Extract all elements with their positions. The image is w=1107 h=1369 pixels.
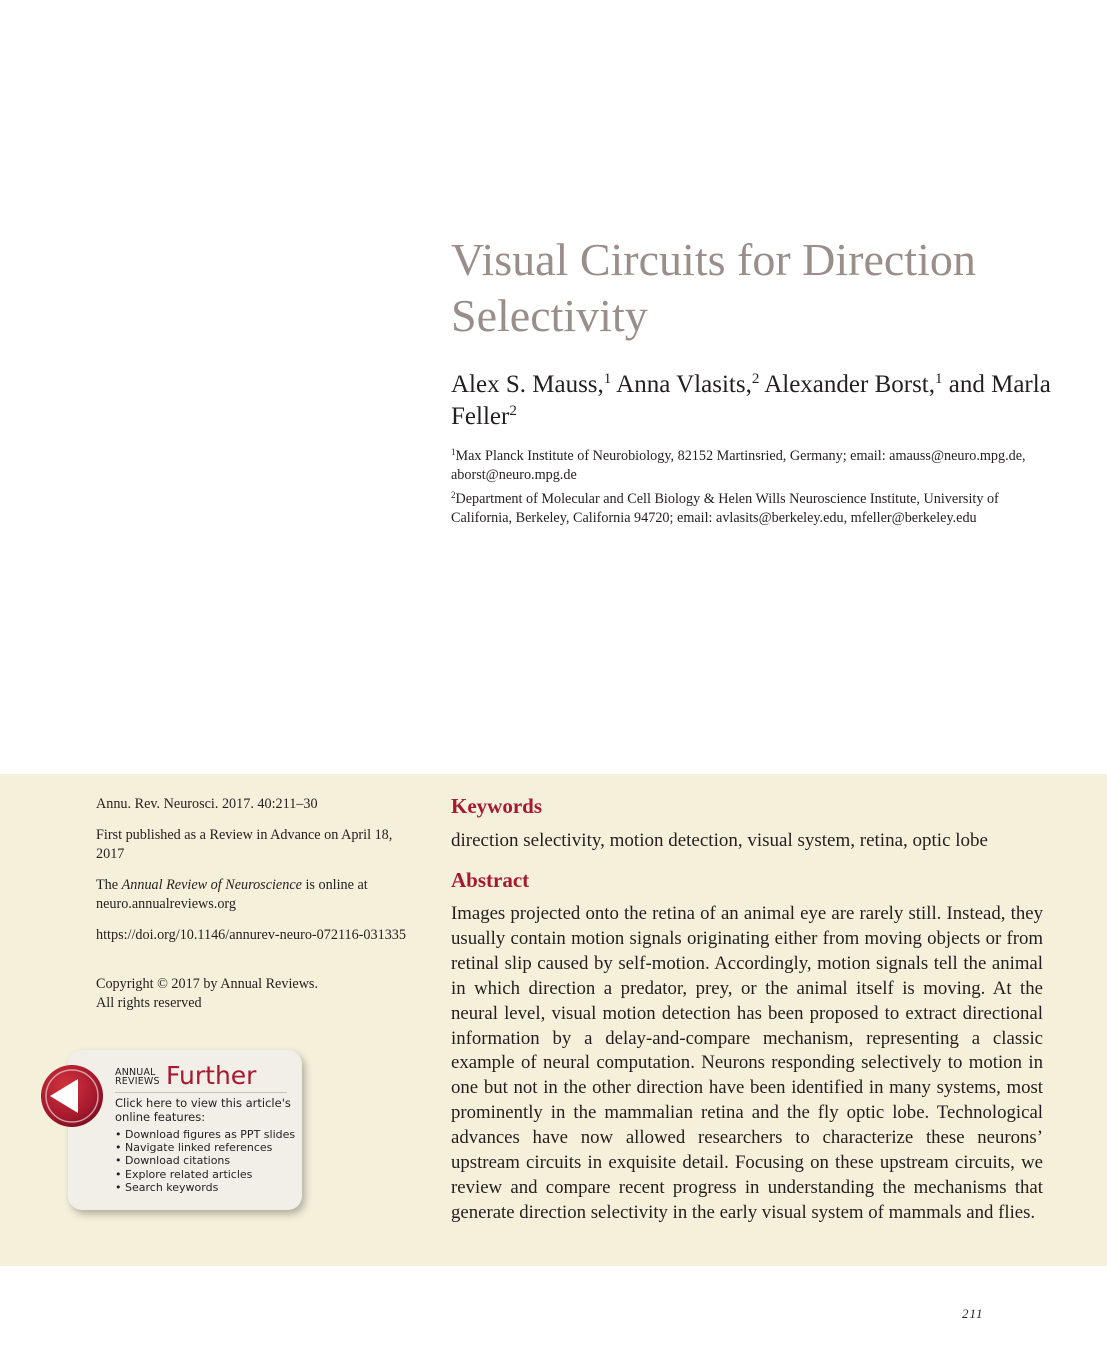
author-list	[451, 369, 1071, 433]
abstract-heading: Abstract	[451, 868, 530, 892]
click-here-rest: to view this article's online features:	[115, 1096, 291, 1124]
list-item[interactable]: • Download citations	[115, 1154, 295, 1167]
author-affiliation-mark: 1	[935, 371, 943, 387]
annual-reviews-logo	[115, 1068, 160, 1086]
affiliation-1	[451, 447, 1051, 485]
affiliation-mark: 2	[451, 490, 456, 500]
page-number: 211	[962, 1306, 984, 1321]
brand-line-2: REVIEWS	[115, 1076, 160, 1087]
publication-date: First published as a Review in Advance on April 18, 2017	[96, 827, 393, 862]
abstract-text: Images projected onto the retina of an animal eye are rarely still. Instead, they usually contain motion signals originating either from moving objects or from retinal slip caused by self-motion. Accordingly, motion signals tell the animal in which direction a predator, prey, or the animal itself is moving. At the neural level, visual motion detection has been proposed to extract directional information by a delay-and-compare mechanism, representing a classic example of neural computation. Neurons responding selectively to motion in one but not in the other direction have been identified in many systems, most prominently in the mammalian retina and the fly optic lobe. Technological advances have now allowed researchers to characterize these neurons’ upstream circuits in exquisite detail. Focusing on these upstream circuits, we review and compare recent progress in understanding the mechanisms that generate direction selectivity in the early visual system of mammals and flies.	[451, 903, 1043, 1223]
further-arrow-icon[interactable]	[40, 1064, 104, 1128]
list-item[interactable]: • Search keywords	[115, 1181, 295, 1194]
author-affiliation-mark: 2	[509, 403, 517, 419]
affiliation-2	[451, 490, 1051, 528]
keywords-list: direction selectivity, motion detection, visual system, retina, optic lobe	[451, 830, 988, 851]
author-name: Anna Vlasits,	[616, 371, 752, 398]
doi-link[interactable]: https://doi.org/10.1146/annurev-neuro-072116-031335	[96, 927, 406, 943]
brand-line-1: ANNUAL	[115, 1067, 156, 1078]
journal-citation: Annu. Rev. Neurosci. 2017. 40:211–30	[96, 796, 318, 812]
author-name: Alexander Borst,	[764, 371, 935, 398]
list-item[interactable]: • Explore related articles	[115, 1168, 295, 1181]
click-here-link[interactable]: Click here	[115, 1096, 172, 1110]
affiliation-text: Department of Molecular and Cell Biology & Helen Wills Neuroscience Institute, University of California, Berkeley, California 94720; email: avlasits@berkeley.edu, mfeller@berkeley.edu	[451, 491, 999, 526]
author-name: Alex S. Mauss,	[451, 371, 604, 398]
author-affiliation-mark: 1	[603, 371, 612, 387]
further-title: Further	[166, 1061, 257, 1090]
further-divider	[115, 1092, 287, 1093]
copyright-line: Copyright © 2017 by Annual Reviews.	[96, 976, 319, 992]
list-item[interactable]: • Navigate linked references	[115, 1141, 295, 1154]
further-instructions	[115, 1096, 295, 1124]
author-affiliation-mark: 2	[751, 371, 760, 387]
copyright-notice	[96, 975, 416, 1013]
journal-url-text[interactable]: is online at neuro.annualreviews.org	[96, 877, 368, 912]
article-title: Visual Circuits for Direction Selectivity	[451, 234, 976, 341]
journal-name: Annual Review of Neuroscience	[121, 877, 302, 893]
journal-online-note	[96, 876, 416, 914]
online-prefix: The	[96, 877, 122, 893]
keywords-heading: Keywords	[451, 794, 542, 818]
further-feature-list	[115, 1128, 295, 1194]
list-item[interactable]: • Download figures as PPT slides	[115, 1128, 295, 1141]
rights-line: All rights reserved	[96, 995, 202, 1011]
affiliation-mark: 1	[451, 447, 456, 457]
author-name: and Marla Feller	[451, 371, 1051, 430]
affiliation-text: Max Planck Institute of Neurobiology, 82152 Martinsried, Germany; email: amauss@neuro.mpg.de, aborst@neuro.mpg.de	[451, 448, 1026, 483]
